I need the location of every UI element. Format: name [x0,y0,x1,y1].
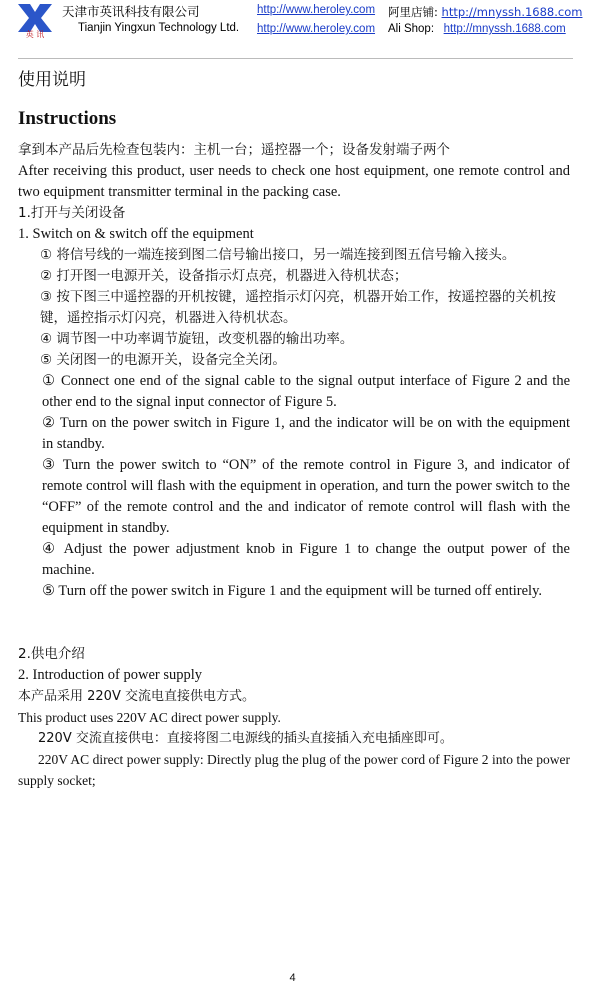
ali-shop-link-cn[interactable]: http://mnyssh.1688.com [441,5,583,19]
page-number: 4 [289,972,296,984]
ali-shop-link-en[interactable]: http://mnyssh.1688.com [443,23,566,35]
section2-line1-en: This product uses 220V AC direct power supply. [18,710,281,725]
header-divider [18,58,573,59]
ali-shop-cn [388,4,582,20]
step3-cn: ③ 按下图三中遥控器的开机按键，遥控指示灯闪亮，机器开始工作，按遥控器的关机按键，遥控指示灯闪亮，机器进入待机状态。 [40,289,556,326]
step4-en: ④ Adjust the power adjustment knob in Figure 1 to change the output power of the machine. [42,541,570,578]
title-en: Instructions [18,108,117,129]
section1-heading-en: 1. Switch on & switch off the equipment [18,226,254,242]
section2-line1-cn: 本产品采用 220V 交流电直接供电方式。 [18,689,255,704]
section-spacer [18,602,570,644]
step1-cn: ① 将信号线的一端连接到图二信号输出接口，另一端连接到图五信号输入接头。 [40,247,516,263]
ali-shop-label-cn: 阿里店铺: [388,5,438,19]
step5-en: ⑤ Turn off the power switch in Figure 1 and the equipment will be turned off entirely. [42,583,543,599]
ali-shop-label-en: Ali Shop: [388,23,435,35]
step4-cn: ④ 调节图一中功率调节旋钮，改变机器的输出功率。 [40,331,354,347]
title-cn: 使用说明 [18,70,86,90]
intro-cn: 拿到本产品后先检查包装内：主机一台；遥控器一个；设备发射端子两个 [18,142,450,158]
company-logo [14,2,56,38]
step2-en: ② Turn on the power switch in Figure 1, and the indicator will be on with the equipment in standby. [42,415,570,452]
section1-heading-cn: 1.打开与关闭设备 [18,205,126,221]
document-body [18,64,570,791]
section2-line2-en: 220V AC direct power supply: Directly plug the plug of the power cord of Figure 2 into the power supply socket; [18,752,570,788]
page-header [0,0,600,62]
ali-shop-en [388,23,566,35]
website-link-1[interactable]: http://www.heroley.com [257,4,376,16]
intro-en: After receiving this product, user needs to check one host equipment, one remote control and two equipment transmitter terminal in the packing case. [18,163,570,200]
section2-heading-en: 2. Introduction of power supply [18,667,203,683]
section2-heading-cn: 2.供电介绍 [18,646,85,662]
step2-cn: ② 打开图一电源开关，设备指示灯点亮，机器进入待机状态； [40,268,408,284]
logo-text: 英 讯 [25,30,45,38]
step3-en: ③ Turn the power switch to “ON” of the remote control in Figure 3, and indicator of remote control will flash with the equipment in operation, and turn the power switch to the “OFF” of the remote control and the and indicator of remote control will flash with the equipment in standby. [42,457,570,536]
step5-cn: ⑤ 关闭图一的电源开关，设备完全关闭。 [40,352,286,368]
section2-line2-cn: 220V 交流直接供电：直接将图二电源线的插头直接插入充电插座即可。 [38,731,453,746]
company-name-en: Tianjin Yingxun Technology Ltd. [78,22,240,34]
company-name-cn: 天津市英讯科技有限公司 [62,4,200,19]
website-link-2[interactable]: http://www.heroley.com [257,23,376,35]
step1-en: ① Connect one end of the signal cable to the signal output interface of Figure 2 and the other end to the signal input connector of Figure 5. [42,373,570,410]
